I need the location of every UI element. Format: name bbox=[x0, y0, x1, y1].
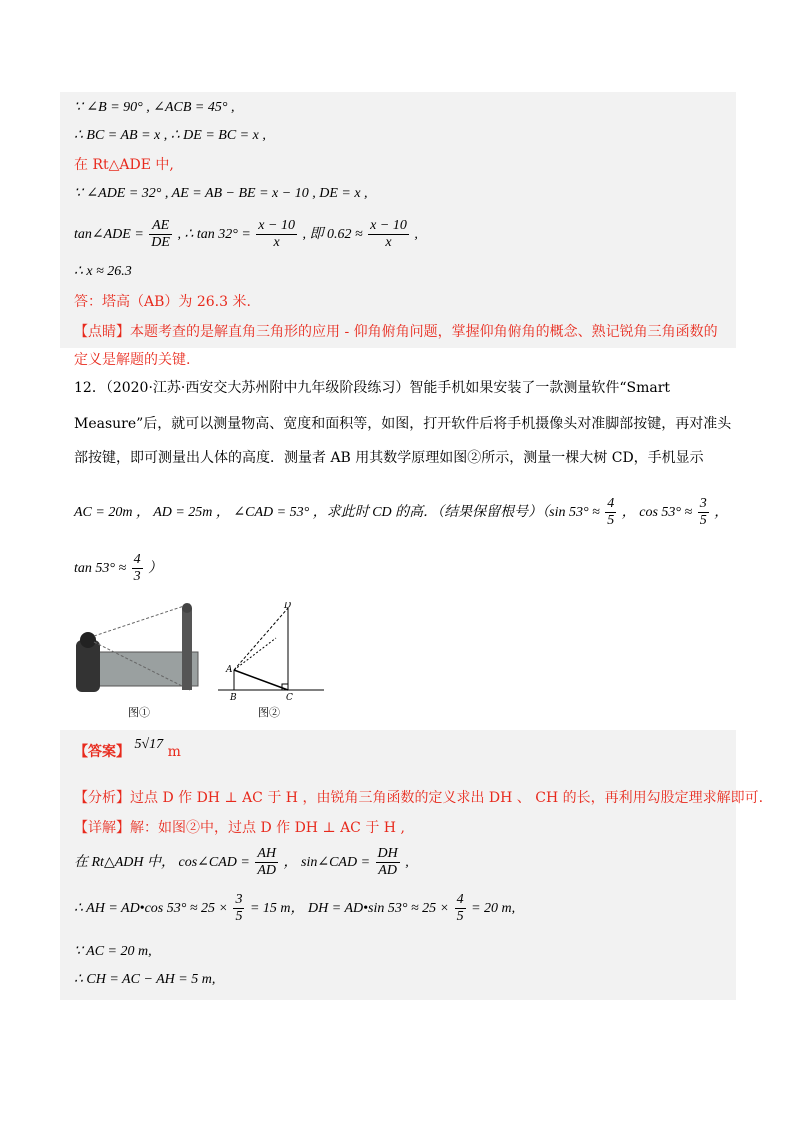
detail-line-3 bbox=[74, 892, 515, 926]
frac-num: 4 bbox=[133, 552, 141, 568]
fig1-sightline-top bbox=[94, 604, 190, 636]
fraction-4-over-5 bbox=[605, 496, 616, 529]
fig2-label-d: D bbox=[284, 602, 292, 611]
frac-num: 3 bbox=[699, 496, 707, 512]
fraction-4-over-5-b bbox=[455, 892, 466, 925]
problem-line-5-text-a: tan 53° ≈ bbox=[74, 561, 127, 576]
problem-line-4 bbox=[74, 496, 728, 530]
fig2-label-c: C bbox=[286, 693, 293, 702]
detail-line-2-text-c: , bbox=[405, 855, 409, 870]
prev-line-4: ∵ ∠ADE = 32° , AE = AB − BE = x − 10 , DE = x , bbox=[74, 186, 368, 201]
problem-line-4-text-b: ， cos 53° ≈ bbox=[621, 505, 693, 520]
answer-unit: m bbox=[167, 744, 181, 760]
prev-line-5-text-b: , ∴ tan 32° = bbox=[177, 227, 251, 242]
fig2-line-ad bbox=[234, 608, 288, 670]
frac-num: AH bbox=[257, 846, 276, 862]
frac-den: 5 bbox=[456, 909, 464, 925]
frac-num: 3 bbox=[235, 892, 243, 908]
frac-num: 4 bbox=[607, 496, 615, 512]
problem-line-1: 12．（2020·江苏·西安交大苏州附中九年级阶段练习）智能手机如果安装了一款测量软件“Smart bbox=[74, 380, 671, 396]
detail-line-2-text-a: 在 Rt△ADH 中， cos∠CAD = bbox=[74, 855, 250, 870]
figure-2-caption: 图② bbox=[258, 706, 280, 719]
fraction-4-over-3 bbox=[132, 552, 143, 585]
frac-den: DE bbox=[151, 235, 170, 251]
detail-line-2-text-b: ， sin∠CAD = bbox=[283, 855, 371, 870]
fig2-line-dh bbox=[234, 638, 276, 670]
fig2-line-ac bbox=[234, 670, 288, 690]
problem-line-5-text-b: ） bbox=[148, 561, 163, 576]
answer-line bbox=[74, 737, 181, 763]
key-point-line-2: 定义是解题的关键. bbox=[74, 352, 191, 368]
fig1-camera-lens bbox=[80, 632, 96, 648]
prev-line-5 bbox=[74, 218, 418, 252]
fig2-label-a: A bbox=[226, 665, 233, 675]
frac-den: 5 bbox=[235, 909, 243, 925]
figure-1-caption: 图① bbox=[128, 706, 150, 719]
frac-den: x bbox=[385, 235, 392, 251]
prev-line-5-text-d: , bbox=[414, 227, 418, 242]
frac-num: x − 10 bbox=[258, 218, 295, 234]
prev-line-1: ∵ ∠B = 90° , ∠ACB = 45° , bbox=[74, 100, 235, 115]
fig2-label-b: B bbox=[230, 693, 237, 702]
problem-line-2: Measure”后，就可以测量物高、宽度和面积等，如图，打开软件后将手机摄像头对准脚部按键，再对准头 bbox=[74, 416, 732, 432]
figures bbox=[68, 602, 328, 720]
prev-line-2: ∴ BC = AB = x , ∴ DE = BC = x , bbox=[74, 128, 266, 143]
analysis-line: 【分析】过点 D 作 DH ⊥ AC 于 H ，由锐角三角函数的定义求出 DH 、 CH 的长，再利用勾股定理求解即可. bbox=[74, 790, 764, 806]
frac-den: 5 bbox=[607, 513, 615, 529]
detail-line-3-text-a: ∴ AH = AD•cos 53° ≈ 25 × bbox=[74, 901, 228, 916]
prev-line-5-text-a: tan∠ADE = bbox=[74, 227, 144, 242]
prev-line-6: ∴ x ≈ 26.3 bbox=[74, 264, 132, 279]
fraction-x-minus-10-over-x-1 bbox=[256, 218, 297, 251]
prev-line-5-text-c: , 即 0.62 ≈ bbox=[302, 227, 363, 242]
detail-line-1: 【详解】解：如图②中，过点 D 作 DH ⊥ AC 于 H , bbox=[74, 820, 405, 836]
problem-line-4-text-c: ， bbox=[714, 505, 729, 520]
prev-line-3: 在 Rt△ADE 中, bbox=[74, 157, 174, 173]
fraction-x-minus-10-over-x-2 bbox=[368, 218, 409, 251]
detail-line-3-text-c: = 20 m, bbox=[471, 901, 516, 916]
detail-line-2 bbox=[74, 846, 409, 880]
fig1-person-head bbox=[182, 603, 192, 613]
frac-num: x − 10 bbox=[370, 218, 407, 234]
fraction-3-over-5-b bbox=[233, 892, 244, 925]
problem-line-3: 部按键，即可测量出人体的高度．测量者 AB 用其数学原理如图②所示，测量一棵大树 CD，手机显示 bbox=[74, 450, 704, 466]
frac-den: AD bbox=[257, 863, 276, 879]
answer-label: 【答案】 bbox=[74, 744, 130, 760]
answer-value: 5√17 bbox=[134, 737, 164, 752]
figure-1-photo bbox=[72, 602, 204, 700]
problem-line-4-text-a: AC = 20m ， AD = 25m ， ∠CAD = 53° ，求此时 CD 的高．（结果保留根号）（sin 53° ≈ bbox=[74, 505, 600, 520]
fraction-ae-de bbox=[149, 218, 172, 251]
figure-2-diagram bbox=[216, 602, 326, 702]
fraction-dh-ad bbox=[376, 846, 400, 879]
frac-num: DH bbox=[377, 846, 398, 862]
key-point-line-1: 【点睛】本题考查的是解直角三角形的应用 - 仰角俯角问题，掌握仰角俯角的概念、熟记锐角三角函数的 bbox=[74, 324, 718, 340]
fraction-3-over-5 bbox=[698, 496, 709, 529]
fraction-ah-ad bbox=[255, 846, 278, 879]
detail-line-4: ∵ AC = 20 m, bbox=[74, 944, 152, 959]
frac-den: 5 bbox=[699, 513, 707, 529]
frac-den: 3 bbox=[133, 569, 141, 585]
detail-line-5: ∴ CH = AC − AH = 5 m, bbox=[74, 972, 216, 987]
frac-num: 4 bbox=[456, 892, 464, 908]
problem-line-5 bbox=[74, 552, 162, 586]
frac-den: AD bbox=[378, 863, 397, 879]
frac-num: AE bbox=[149, 218, 172, 235]
fig1-person bbox=[182, 608, 192, 690]
frac-den: x bbox=[273, 235, 280, 251]
detail-line-3-text-b: = 15 m， DH = AD•sin 53° ≈ 25 × bbox=[249, 901, 450, 916]
prev-answer-line: 答：塔高（AB）为 26.3 米. bbox=[74, 294, 251, 310]
